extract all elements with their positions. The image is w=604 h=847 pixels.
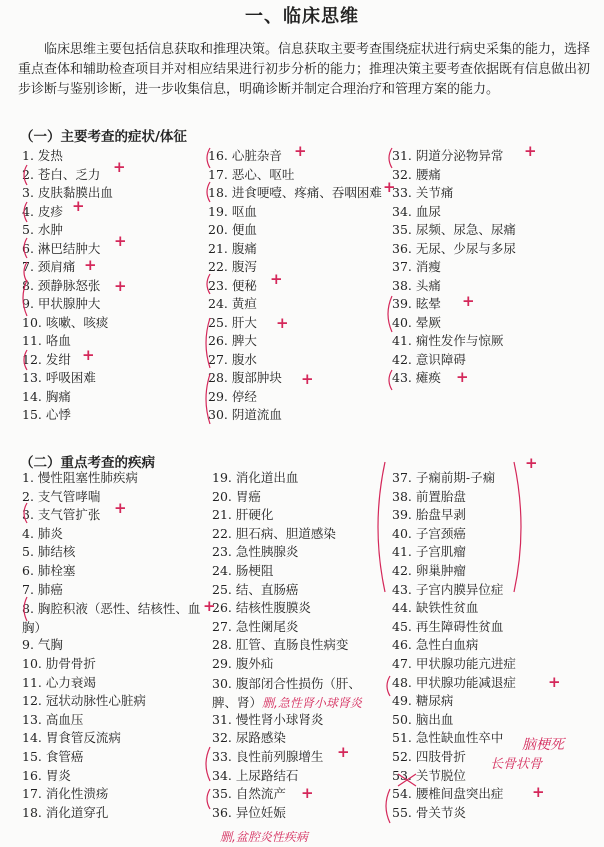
ink-plus: + — [82, 346, 95, 364]
section1-item: 18. 进食哽噎、疼痛、吞咽困难 — [208, 185, 382, 200]
section2-item: 41. 子宫肌瘤 — [392, 544, 466, 560]
section2-item: 24. 肠梗阻 — [212, 563, 274, 578]
section1-item: 19. 呕血 — [208, 203, 257, 219]
section1-item: 31. 阴道分泌物异常 — [392, 148, 504, 163]
ink-plus: + — [525, 454, 538, 472]
ink-note-infarct: 脑梗死 — [522, 737, 564, 753]
section2-item: 48. 甲状腺功能减退症 — [392, 674, 516, 690]
section1-item: 41. 痫性发作与惊厥 — [392, 333, 504, 348]
section2-item: 46. 急性白血病 — [392, 637, 479, 653]
section1-item: 37. 消瘦 — [392, 259, 441, 274]
section2-item: 52. 四肢骨折 — [392, 749, 466, 764]
ink-bracket — [387, 676, 390, 696]
section2-item: 18. 消化道穿孔 — [22, 804, 109, 820]
ink-bracket — [378, 462, 385, 592]
ink-plus: + — [114, 277, 127, 295]
section1-item: 36. 无尿、少尿与多尿 — [392, 240, 516, 256]
section1-item: 29. 停经 — [208, 388, 257, 404]
ink-plus: + — [524, 142, 537, 160]
section2-item: 31. 慢性肾小球肾炎 — [212, 711, 324, 727]
section1-item: 9. 甲状腺肿大 — [22, 296, 101, 311]
section2-item: 4. 肺炎 — [22, 525, 63, 541]
ink-plus: + — [114, 499, 127, 517]
ink-plus: + — [84, 256, 97, 274]
section1-item: 23. 便秘 — [208, 277, 257, 293]
ink-plus: + — [462, 292, 475, 310]
section2-item: 6. 肺栓塞 — [22, 563, 76, 578]
section1-item: 22. 腹泻 — [208, 259, 257, 274]
section1-item: 25. 肝大 — [208, 314, 257, 330]
section2-item: 26. 结核性腹膜炎 — [212, 600, 311, 616]
ink-plus: + — [113, 158, 126, 176]
ink-bracket — [386, 789, 390, 823]
ink-plus: + — [301, 784, 314, 802]
section2-item: 40. 子宫颈癌 — [392, 525, 466, 541]
section1-item: 38. 头痛 — [392, 277, 441, 293]
section2-item: 5. 肺结核 — [22, 544, 76, 560]
section2-item: 23. 急性胰腺炎 — [212, 544, 299, 560]
section2-item: 25. 结、直肠癌 — [212, 581, 299, 597]
section1-item: 34. 血尿 — [392, 203, 441, 219]
section2-item: 10. 肋骨骨折 — [22, 656, 96, 671]
section2-item: 21. 肝硬化 — [212, 507, 274, 523]
ink-plus: + — [203, 597, 216, 615]
section2-item: 39. 胎盘早剥 — [392, 507, 466, 523]
intro-paragraph: 临床思维主要包括信息获取和推理决策。信息获取主要考查围绕症状进行病史采集的能力，选择重点查体和辅助检查项目并对相应结果进行初步分析的能力；推理决策主要考查依据既有信息做出初步诊断与鉴别诊断，进一步收集信息，明确诊断并制定合理治疗和管理方案的能力。 — [18, 42, 591, 97]
section2-item: 47. 甲状腺功能亢进症 — [392, 656, 516, 671]
section1-item: 43. 瘫痪 — [392, 370, 441, 385]
section1-item: 16. 心脏杂音 — [208, 148, 282, 163]
ink-plus: + — [72, 197, 85, 215]
ink-plus: + — [548, 673, 561, 691]
section2-item: 20. 胃癌 — [212, 488, 261, 504]
section2-item: 34. 上尿路结石 — [212, 767, 299, 783]
section2-item: 12. 冠状动脉性心脏病 — [22, 693, 146, 709]
section1-item: 6. 淋巴结肿大 — [22, 240, 101, 256]
ink-plus: + — [383, 178, 396, 196]
section2-item: 17. 消化性溃疡 — [22, 786, 109, 802]
section2-item: 36. 异位妊娠 — [212, 804, 286, 820]
section1-item: 27. 腹水 — [208, 351, 257, 367]
section2-item: 15. 食管癌 — [22, 749, 84, 764]
section2-item: 51. 急性缺血性卒中 — [392, 730, 504, 746]
section2-item: 35. 自然流产 — [212, 786, 286, 802]
section1-item: 13. 呼吸困难 — [22, 370, 96, 385]
ink-plus: + — [114, 232, 127, 250]
ink-plus: + — [270, 270, 283, 288]
ink-note-delete-kidney: 删,急性肾小球肾炎 — [262, 696, 362, 710]
section1-item: 2. 苍白、乏力 — [22, 166, 101, 182]
section2-item: 9. 气胸 — [22, 637, 63, 653]
section2-item: 29. 腹外疝 — [212, 656, 274, 671]
section2-item: 45. 再生障碍性贫血 — [392, 618, 504, 634]
section1-item: 35. 尿频、尿急、尿痛 — [392, 222, 516, 237]
section2-item: 42. 卵巢肿瘤 — [392, 563, 466, 578]
section1-item: 20. 便血 — [208, 222, 257, 237]
ink-plus: + — [276, 314, 289, 332]
section2-item: 14. 胃食管反流病 — [22, 730, 121, 746]
section1-item: 14. 胸痛 — [22, 388, 71, 404]
section1-item: 21. 腹痛 — [208, 240, 257, 256]
ink-bracket — [207, 789, 210, 809]
section2-item: 7. 肺癌 — [22, 581, 63, 597]
section2-item: 53. 关节脱位 — [392, 767, 466, 783]
section1-item: 33. 关节痛 — [392, 185, 454, 200]
ink-bracket — [514, 462, 521, 592]
section2-item: 22. 胆石病、胆道感染 — [212, 525, 336, 541]
section1-item: 24. 黄疸 — [208, 296, 257, 311]
section1-item: 5. 水肿 — [22, 222, 63, 237]
section2-item: 16. 胃炎 — [22, 767, 71, 783]
section2-item: 2. 支气管哮喘 — [22, 488, 101, 504]
ink-plus: + — [337, 743, 350, 761]
section1-item: 12. 发绀 — [22, 351, 71, 367]
section1-heading: （一）主要考查的症状/体征 — [20, 129, 187, 145]
ink-note-delete-pelvic: 删,盆腔炎性疾病 — [220, 830, 308, 844]
ink-bracket — [206, 747, 210, 781]
section1-item: 8. 颈静脉怒张 — [22, 277, 101, 293]
ink-plus: + — [532, 783, 545, 801]
section1-item: 28. 腹部肿块 — [208, 370, 282, 385]
section2-item: 44. 缺铁性贫血 — [392, 600, 479, 616]
section1-item: 39. 眩晕 — [392, 296, 441, 311]
section1-item: 17. 恶心、呕吐 — [208, 166, 295, 182]
section2-item: 11. 心力衰竭 — [22, 674, 96, 690]
section2-item: 8. 胸腔积液（恶性、结核性、血胸） — [22, 601, 201, 636]
section2-item: 43. 子宫内膜异位症 — [392, 581, 504, 597]
section1-item: 32. 腰痛 — [392, 166, 441, 182]
section2-item: 55. 骨关节炎 — [392, 804, 466, 820]
section2-item: 32. 尿路感染 — [212, 730, 286, 746]
section1-item: 30. 阴道流血 — [208, 407, 282, 422]
section2-item: 30. 腹部闭合性损伤（肝、脾、肾） — [212, 675, 361, 710]
section2-item: 50. 脑出血 — [392, 711, 454, 727]
page-title: 一、临床思维 — [245, 6, 359, 27]
section1-item: 42. 意识障碍 — [392, 351, 466, 367]
section2-item: 38. 前置胎盘 — [392, 488, 466, 504]
section1-item: 3. 皮肤黏膜出血 — [22, 185, 113, 200]
section2-item: 28. 肛管、直肠良性病变 — [212, 637, 349, 653]
section2-item: 3. 支气管扩张 — [22, 507, 101, 523]
section2-item: 19. 消化道出血 — [212, 470, 299, 485]
section2-item: 37. 子痫前期-子痫 — [392, 470, 496, 485]
section1-item: 26. 脾大 — [208, 333, 257, 348]
section1-item: 7. 颈肩痛 — [22, 259, 76, 274]
ink-note-bone: 长骨状骨 — [490, 757, 543, 772]
section2-item: 33. 良性前列腺增生 — [212, 749, 324, 764]
section1-item: 40. 晕厥 — [392, 314, 441, 330]
section2-item: 54. 腰椎间盘突出症 — [392, 786, 504, 802]
section1-item: 1. 发热 — [22, 148, 63, 163]
section2-heading: （二）重点考查的疾病 — [20, 455, 155, 471]
ink-plus: + — [301, 370, 314, 388]
section2-item: 27. 急性阑尾炎 — [212, 618, 299, 634]
section1-item: 4. 皮疹 — [22, 203, 63, 219]
section2-item: 1. 慢性阻塞性肺疾病 — [22, 470, 138, 485]
section1-item: 15. 心悸 — [22, 407, 71, 422]
section2-item: 49. 糖尿病 — [392, 693, 454, 709]
ink-plus: + — [294, 142, 307, 160]
section1-item: 11. 咯血 — [22, 333, 71, 348]
ink-plus: + — [456, 368, 469, 386]
section1-item: 10. 咳嗽、咳痰 — [22, 314, 109, 330]
section2-item: 13. 高血压 — [22, 711, 84, 727]
